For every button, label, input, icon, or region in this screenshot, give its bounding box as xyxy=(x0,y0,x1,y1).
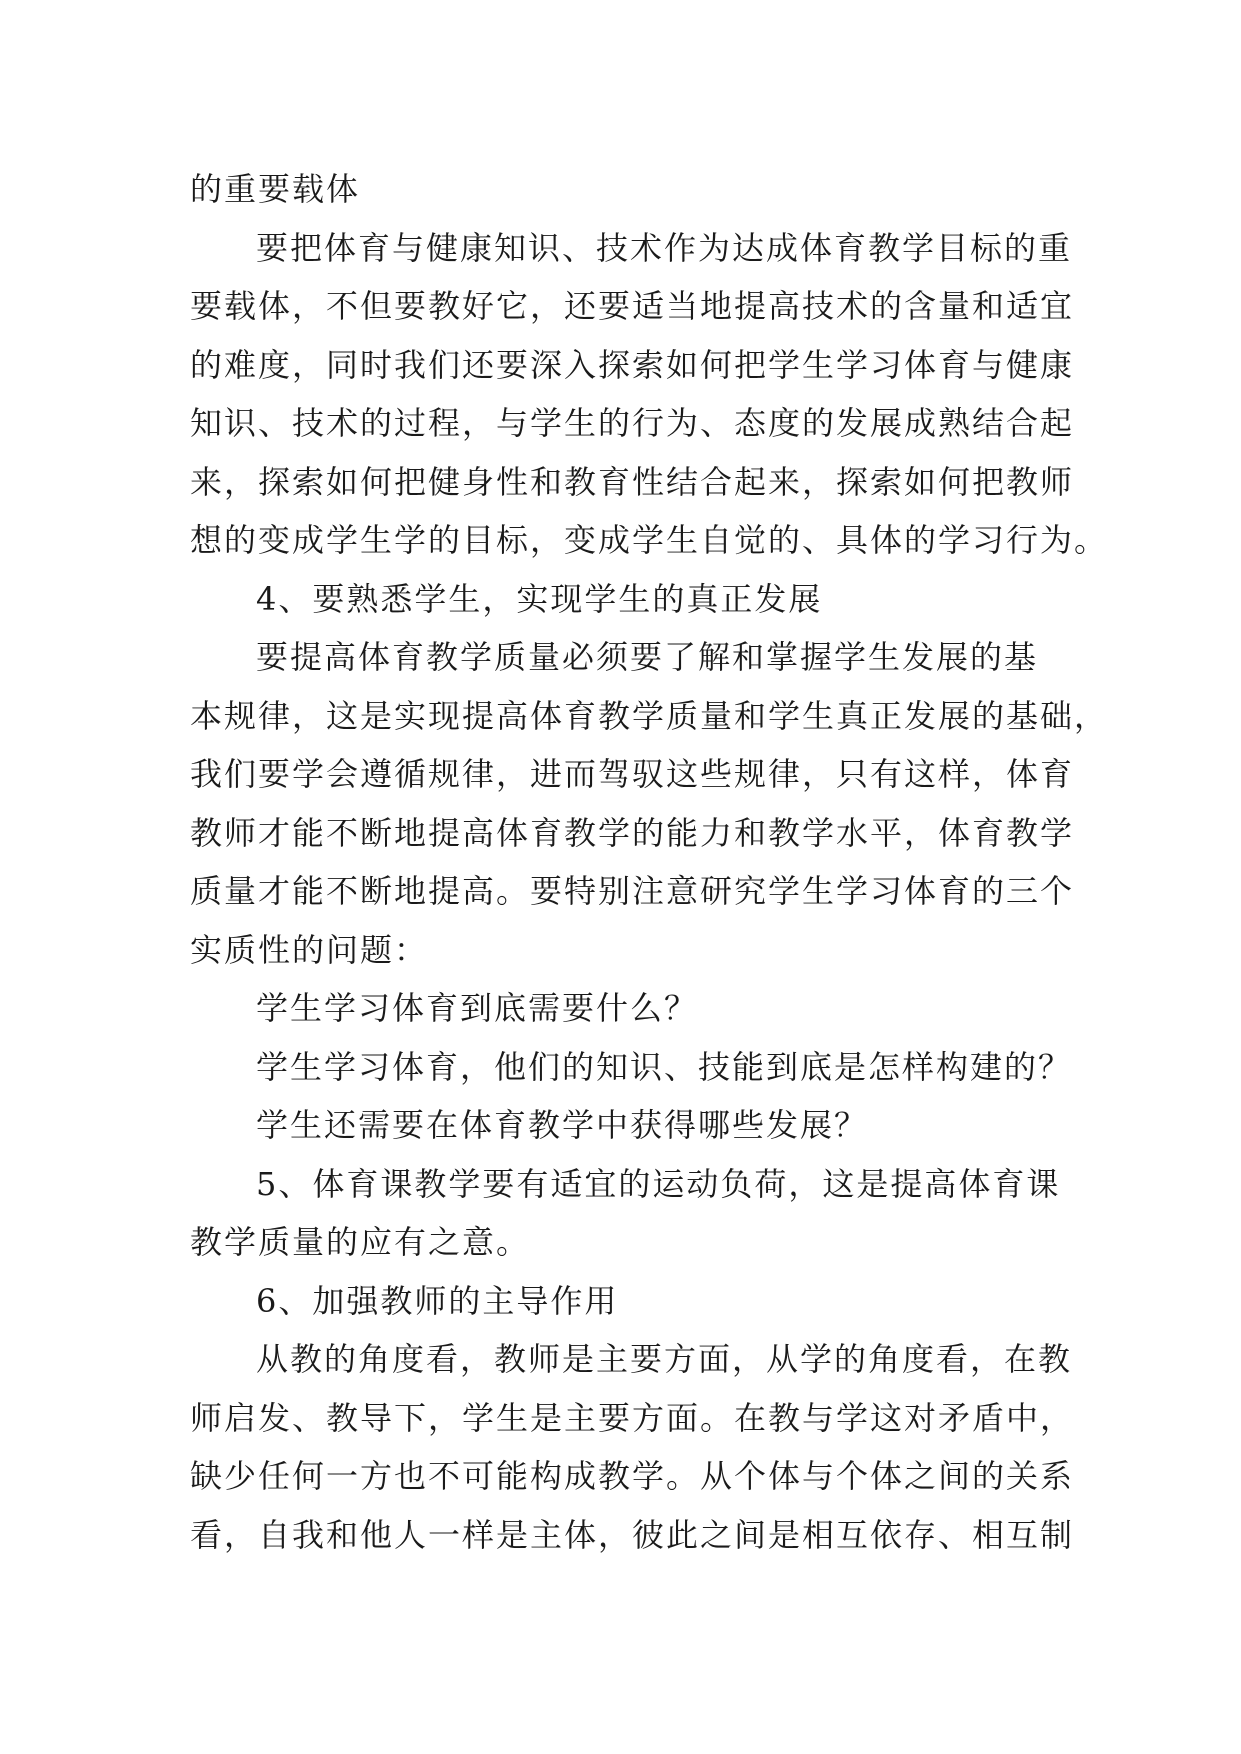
text-line: 缺少任何一方也不可能构成教学。从个体与个体之间的关系 xyxy=(190,1457,1075,1495)
section-heading: 6、加强教师的主导作用 xyxy=(256,1281,619,1320)
document-body xyxy=(190,160,1109,1564)
text-line: 的重要载体 xyxy=(190,170,361,208)
text-line: 从教的角度看，教师是主要方面，从学的角度看，在教 xyxy=(256,1340,1073,1378)
question-line: 学生还需要在体育教学中获得哪些发展？ xyxy=(256,1106,869,1144)
text-line: 质量才能不断地提高。要特别注意研究学生学习体育的三个 xyxy=(190,872,1075,910)
text-line: 本规律，这是实现提高体育教学质量和学生真正发展的基础， xyxy=(190,696,1109,735)
text-line: 要提高体育教学质量必须要了解和掌握学生发展的基 xyxy=(256,638,1039,676)
text-line: 实质性的问题： xyxy=(190,930,429,969)
text-line: 教师才能不断地提高体育教学的能力和教学水平，体育教学 xyxy=(190,813,1075,852)
text-line: 想的变成学生学的目标，变成学生自觉的、具体的学习行为。 xyxy=(190,521,1109,559)
text-line: 我们要学会遵循规律，进而驾驭这些规律，只有这样，体育 xyxy=(190,755,1075,793)
section-heading: 4、要熟悉学生，实现学生的真正发展 xyxy=(256,579,823,618)
text-line: 知识、技术的过程，与学生的行为、态度的发展成熟结合起 xyxy=(190,404,1075,442)
text-line: 要把体育与健康知识、技术作为达成体育教学目标的重 xyxy=(256,228,1073,267)
text-line: 来，探索如何把健身性和教育性结合起来，探索如何把教师 xyxy=(190,462,1075,501)
question-line: 学生学习体育，他们的知识、技能到底是怎样构建的？ xyxy=(256,1047,1073,1086)
text-line: 教学质量的应有之意。 xyxy=(190,1223,531,1261)
text-line: 要载体，不但要教好它，还要适当地提高技术的含量和适宜 xyxy=(190,287,1075,325)
section-heading: 5、体育课教学要有适宜的运动负荷，这是提高体育课 xyxy=(256,1164,1061,1203)
text-line: 的难度，同时我们还要深入探索如何把学生学习体育与健康 xyxy=(190,345,1075,384)
text-line: 看，自我和他人一样是主体，彼此之间是相互依存、相互制 xyxy=(190,1515,1075,1554)
question-line: 学生学习体育到底需要什么？ xyxy=(256,989,699,1027)
text-line: 师启发、教导下，学生是主要方面。在教与学这对矛盾中， xyxy=(190,1398,1075,1437)
